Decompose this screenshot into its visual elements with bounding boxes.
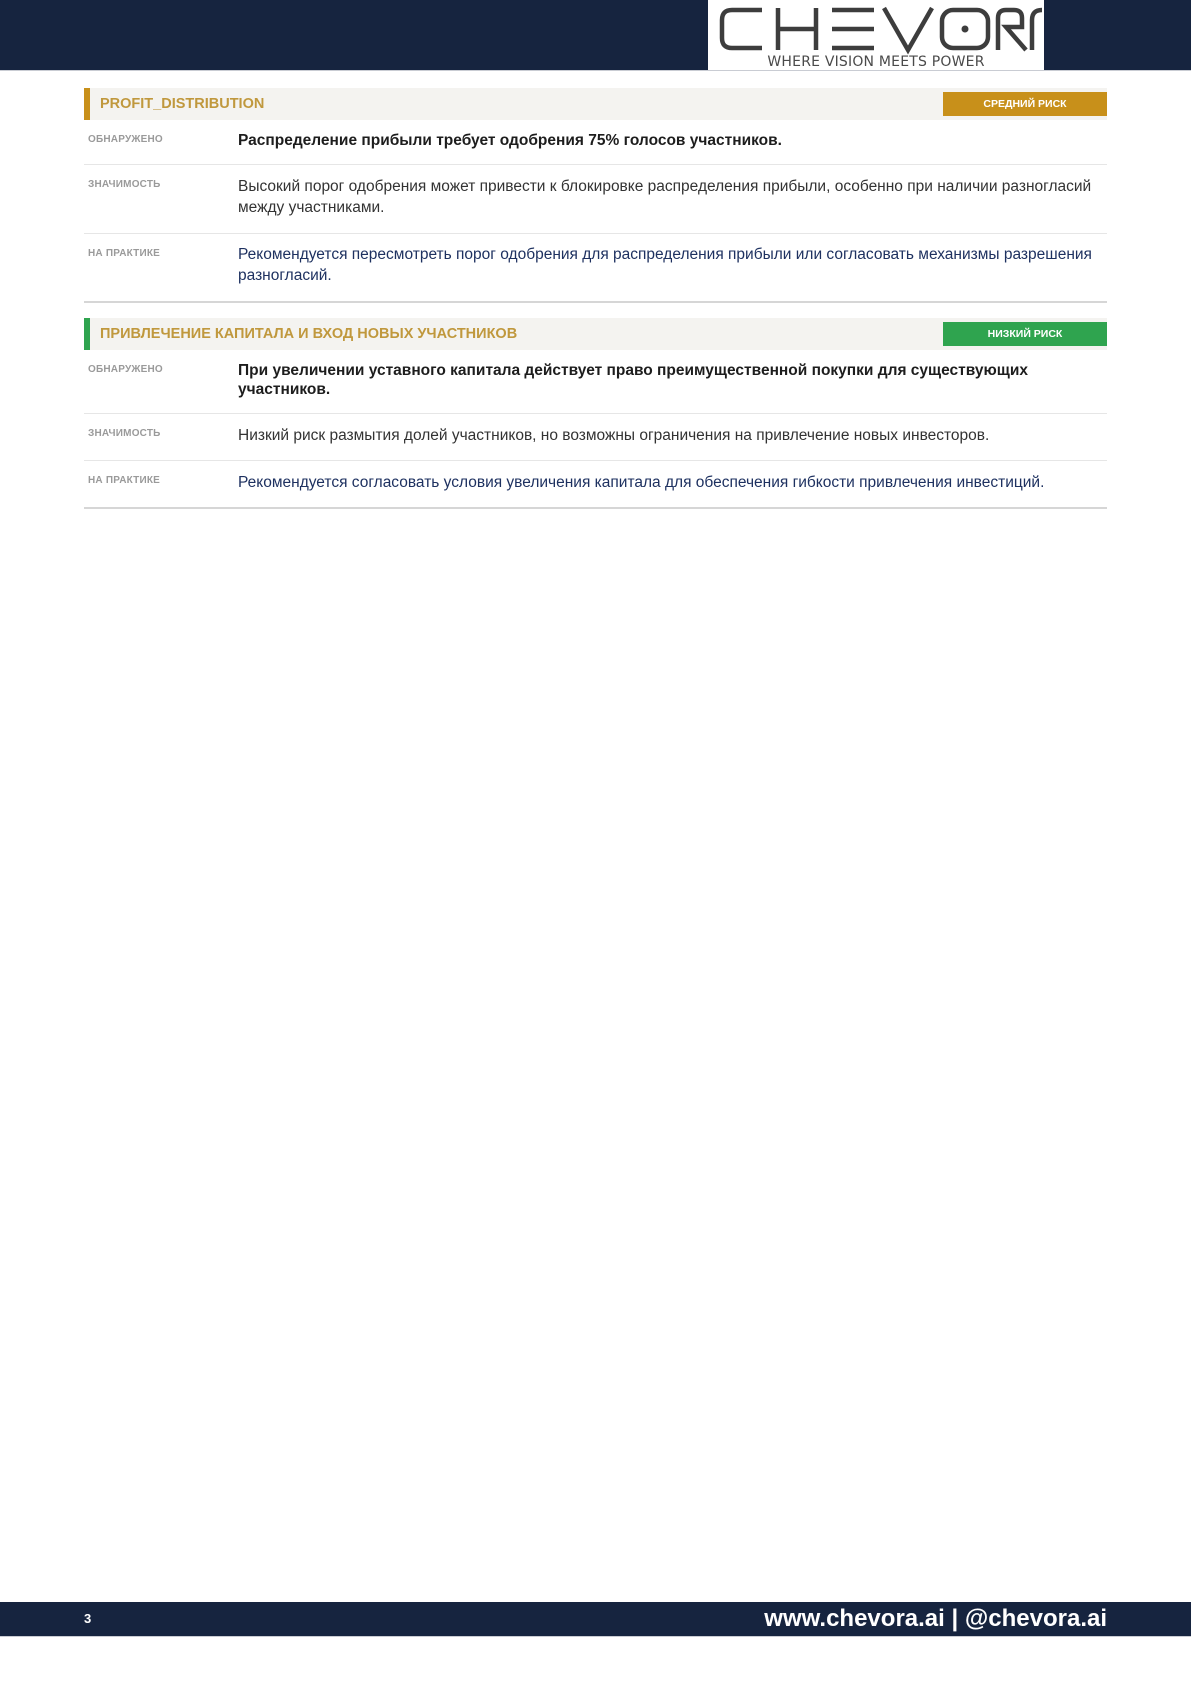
significance-label: ЗНАЧИМОСТЬ bbox=[88, 428, 161, 439]
page-footer bbox=[0, 1602, 1191, 1636]
risk-accent-bar bbox=[84, 318, 90, 350]
logo-tagline: WHERE VISION MEETS POWER bbox=[767, 54, 985, 70]
footer-contact: www.chevora.ai | @chevora.ai bbox=[764, 1605, 1107, 1632]
risk-title: PROFIT_DISTRIBUTION bbox=[100, 96, 265, 112]
logo-wordmark bbox=[708, 0, 1044, 58]
significance-text: Высокий порог одобрения может привести к блокировке распределения прибыли, особенно при наличии разногласий между участниками. bbox=[238, 178, 1092, 216]
significance-label: ЗНАЧИМОСТЬ bbox=[88, 179, 161, 190]
brand-logo bbox=[708, 0, 1044, 70]
finding-label: ОБНАРУЖЕНО bbox=[88, 364, 163, 375]
significance-row bbox=[84, 414, 1107, 461]
practice-text: Рекомендуется пересмотреть порог одобрения для распределения прибыли или согласовать механизмы разрешения разногласий. bbox=[238, 246, 1092, 284]
practice-label: НА ПРАКТИКЕ bbox=[88, 475, 161, 486]
footer-divider bbox=[0, 1636, 1191, 1637]
risk-title: ПРИВЛЕЧЕНИЕ КАПИТАЛА И ВХОД НОВЫХ УЧАСТНИКОВ bbox=[100, 326, 518, 342]
finding-row bbox=[84, 350, 1107, 414]
significance-text: Низкий риск размытия долей участников, но возможны ограничения на привлечение новых инвесторов. bbox=[238, 427, 990, 444]
risk-block-header bbox=[84, 318, 1107, 350]
page-number: 3 bbox=[84, 1611, 92, 1626]
finding-row bbox=[84, 120, 1107, 165]
risk-block-header bbox=[84, 88, 1107, 120]
risk-level-badge: СРЕДНИЙ РИСК bbox=[943, 92, 1107, 116]
risk-block-capital-raising bbox=[84, 318, 1107, 509]
practice-row bbox=[84, 234, 1107, 303]
practice-row bbox=[84, 461, 1107, 509]
practice-label: НА ПРАКТИКЕ bbox=[88, 248, 161, 259]
practice-text: Рекомендуется согласовать условия увеличения капитала для обеспечения гибкости привлечения инвестиций. bbox=[238, 474, 1045, 491]
risk-accent-bar bbox=[84, 88, 90, 120]
risk-block-profit-distribution bbox=[84, 88, 1107, 303]
risk-level-badge: НИЗКИЙ РИСК bbox=[943, 322, 1107, 346]
finding-text: При увеличении уставного капитала действует право преимущественной покупки для существующих участников. bbox=[238, 362, 1028, 398]
finding-text: Распределение прибыли требует одобрения 75% голосов участников. bbox=[238, 132, 782, 149]
significance-row bbox=[84, 165, 1107, 234]
finding-label: ОБНАРУЖЕНО bbox=[88, 134, 163, 145]
header-divider bbox=[0, 70, 1191, 71]
